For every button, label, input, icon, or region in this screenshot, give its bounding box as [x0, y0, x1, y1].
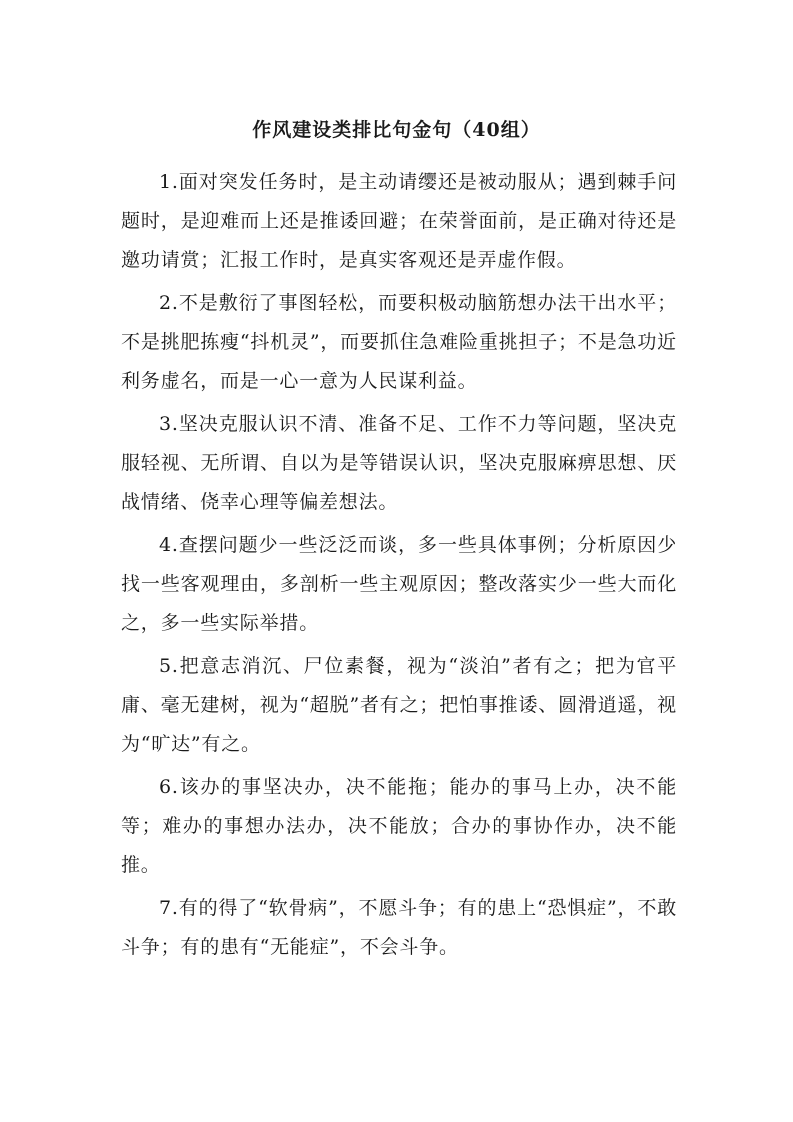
- paragraph-6: 6.该办的事坚决办，决不能拖；能办的事马上办，决不能等；难办的事想办法办，决不能放；合办的事协作办，决不能推。: [121, 776, 677, 876]
- document-body: [121, 163, 677, 971]
- paragraph-7: 7.有的得了“软骨病”，不愿斗争；有的患上“恐惧症”，不敢斗争；有的患有“无能症”，不会斗争。: [121, 897, 677, 958]
- document-title: 作风建设类排比句金句（40组）: [252, 119, 541, 141]
- paragraph-3: 3.坚决克服认识不清、准备不足、工作不力等问题，坚决克服轻视、无所谓、自以为是等错误认识，坚决克服麻痹思想、厌战情绪、侥幸心理等偏差想法。: [121, 413, 677, 513]
- paragraph-5: 5.把意志消沉、尸位素餐，视为“淡泊”者有之；把为官平庸、毫无建树，视为“超脱”者有之；把怕事推诿、圆滑逍遥，视为“旷达”有之。: [121, 655, 677, 755]
- paragraph-1: 1.面对突发任务时，是主动请缨还是被动服从；遇到棘手问题时，是迎难而上还是推诿回避；在荣誉面前，是正确对待还是邀功请赏；汇报工作时，是真实客观还是弄虚作假。: [121, 171, 677, 271]
- paragraph-2: 2.不是敷衍了事图轻松，而要积极动脑筋想办法干出水平；不是挑肥拣瘦“抖机灵”，而要抓住急难险重挑担子；不是急功近利务虚名，而是一心一意为人民谋利益。: [121, 292, 677, 392]
- paragraph-4: 4.查摆问题少一些泛泛而谈，多一些具体事例；分析原因少找一些客观理由，多剖析一些主观原因；整改落实少一些大而化之，多一些实际举措。: [121, 534, 677, 634]
